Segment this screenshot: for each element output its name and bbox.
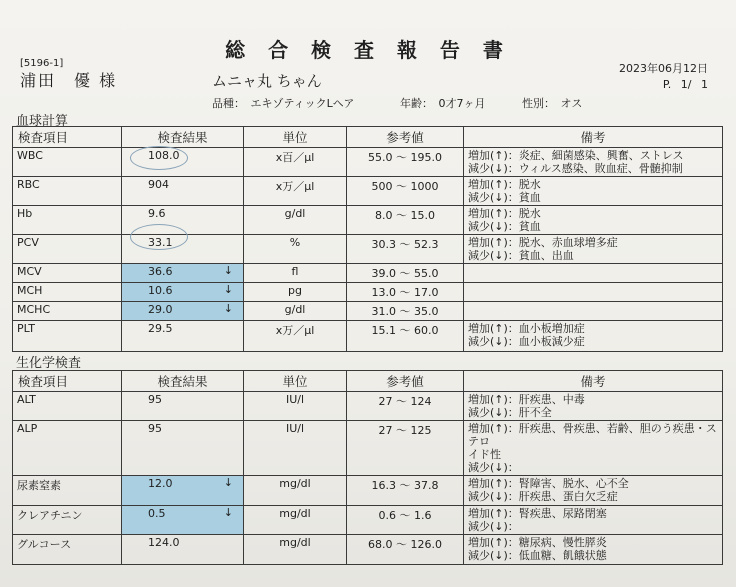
report-title: 総 合 検 査 報 告 書 [225,38,511,62]
note-line: 減少(↓)： [468,520,519,533]
header-unit: 単位 [244,371,347,392]
note-line: 増加(↑)：腎疾患、尿路閉塞 [468,507,607,520]
test-item: クレアチニン [13,506,122,535]
test-result [122,302,244,321]
note-line: 増加(↑)：肝疾患、骨疾患、若齢、胆のう疾患・ステロ [468,422,717,448]
note-line: 増加(↑)：炎症、細菌感染、興奮、ストレス [468,149,684,162]
test-notes [464,506,723,535]
result-value: 95 [148,393,162,406]
test-reference: 55.0 ～ 195.0 [347,148,464,177]
result-value: 29.5 [148,322,173,335]
low-arrow-icon: ↓ [223,283,233,296]
test-item: MCV [13,264,122,283]
note-line: 増加(↑)：糖尿病、慢性膵炎 [468,536,607,549]
test-result [122,264,244,283]
header-reference: 参考値 [347,127,464,148]
low-arrow-icon: ↓ [223,476,233,489]
test-reference: 30.3 ～ 52.3 [347,235,464,264]
result-value: 33.1 [148,236,173,249]
table-row [13,476,723,506]
header-notes: 備考 [464,371,723,392]
test-unit: g/dl [244,302,347,321]
test-unit: x万／μl [244,177,347,206]
chem-section-title: 生化学検査 [16,356,82,371]
test-item: MCHC [13,302,122,321]
test-unit: IU/l [244,392,347,421]
test-reference: 13.0 ～ 17.0 [347,283,464,302]
result-value: 29.0 [148,303,173,316]
cbc-header-row [13,127,723,148]
test-item: グルコース [13,535,122,565]
breed: 品種： エキゾティックLヘア [212,97,355,110]
note-line: 増加(↑)：血小板増加症 [468,322,585,335]
header-notes: 備考 [464,127,723,148]
result-value: 124.0 [148,536,180,549]
table-row [13,321,723,352]
test-notes [464,392,723,421]
pen-circle-pcv [130,224,188,250]
test-notes [464,206,723,235]
result-value: 36.6 [148,265,173,278]
test-result [122,476,244,506]
test-unit: mg/dl [244,535,347,565]
note-line: 減少(↓)：肝不全 [468,406,552,419]
result-value: 108.0 [148,149,180,162]
result-value: 0.5 [148,507,166,520]
test-unit: x万／μl [244,321,347,352]
result-value: 9.6 [148,207,166,220]
result-value: 10.6 [148,284,173,297]
test-unit: mg/dl [244,506,347,535]
test-notes [464,302,723,321]
low-arrow-icon: ↓ [223,302,233,315]
header-unit: 単位 [244,127,347,148]
note-line: 減少(↓)：貧血 [468,220,541,233]
table-row [13,302,723,321]
test-reference: 15.1 ～ 60.0 [347,321,464,352]
test-item: PCV [13,235,122,264]
table-row [13,421,723,476]
low-arrow-icon: ↓ [223,506,233,519]
test-unit: x百／μl [244,148,347,177]
test-reference: 31.0 ～ 35.0 [347,302,464,321]
test-notes [464,148,723,177]
test-unit: IU/l [244,421,347,476]
cbc-table [12,126,723,352]
test-notes [464,421,723,476]
header-result: 検査結果 [122,127,244,148]
pen-circle-wbc [130,146,188,170]
low-arrow-icon: ↓ [223,264,233,277]
test-result [122,392,244,421]
test-item: WBC [13,148,122,177]
test-item: Hb [13,206,122,235]
test-result [122,421,244,476]
result-value: 95 [148,422,162,435]
page-number: P. 1/ 1 [662,78,708,91]
test-item: ALT [13,392,122,421]
test-item: MCH [13,283,122,302]
test-notes [464,177,723,206]
test-result [122,506,244,535]
table-row [13,177,723,206]
note-line: イド性 [468,448,501,461]
test-unit: pg [244,283,347,302]
table-row [13,235,723,264]
test-reference: 68.0 ～ 126.0 [347,535,464,565]
test-notes [464,321,723,352]
note-line: 増加(↑)：脱水 [468,178,541,191]
note-line: 減少(↓)：貧血、出血 [468,249,574,262]
header-result: 検査結果 [122,371,244,392]
test-reference: 39.0 ～ 55.0 [347,264,464,283]
test-unit: % [244,235,347,264]
test-result [122,535,244,565]
note-line: 減少(↓)：貧血 [468,191,541,204]
test-notes [464,283,723,302]
test-notes [464,264,723,283]
test-item: RBC [13,177,122,206]
test-reference: 27 ～ 125 [347,421,464,476]
sex: 性別： オス [522,97,583,110]
owner-id: [5196-1] [20,58,64,69]
test-reference: 27 ～ 124 [347,392,464,421]
note-line: 増加(↑)：肝疾患、中毒 [468,393,585,406]
header-reference: 参考値 [347,371,464,392]
table-row [13,535,723,565]
test-reference: 16.3 ～ 37.8 [347,476,464,506]
test-result [122,283,244,302]
chem-table [12,370,723,565]
test-reference: 8.0 ～ 15.0 [347,206,464,235]
header-item: 検査項目 [13,127,122,148]
test-reference: 0.6 ～ 1.6 [347,506,464,535]
table-row [13,264,723,283]
table-row [13,506,723,535]
test-result [122,177,244,206]
chem-header-row [13,371,723,392]
test-notes [464,235,723,264]
table-row [13,283,723,302]
note-line: 減少(↓)： [468,461,519,474]
test-unit: fl [244,264,347,283]
note-line: 減少(↓)：ウィルス感染、敗血症、骨髄抑制 [468,162,683,175]
note-line: 増加(↑)：脱水、赤血球増多症 [468,236,618,249]
age: 年齢： 0才7ヶ月 [400,97,486,110]
header-item: 検査項目 [13,371,122,392]
result-value: 12.0 [148,477,173,490]
test-item: PLT [13,321,122,352]
test-item: 尿素窒素 [13,476,122,506]
pet-name: ムニャ丸 ちゃん [212,72,322,90]
test-result [122,321,244,352]
owner-name: 浦田 優 様 [20,71,118,90]
table-row [13,392,723,421]
note-line: 減少(↓)：肝疾患、蛋白欠乏症 [468,490,618,503]
report-date: 2023年06月12日 [619,62,708,75]
test-unit: g/dl [244,206,347,235]
note-line: 増加(↑)：脱水 [468,207,541,220]
cbc-section-title: 血球計算 [16,114,69,129]
test-item: ALP [13,421,122,476]
test-notes [464,476,723,506]
note-line: 減少(↓)：低血糖、飢餓状態 [468,549,607,562]
test-unit: mg/dl [244,476,347,506]
note-line: 減少(↓)：血小板減少症 [468,335,585,348]
result-value: 904 [148,178,169,191]
table-row [13,206,723,235]
table-row [13,148,723,177]
test-reference: 500 ～ 1000 [347,177,464,206]
note-line: 増加(↑)：腎障害、脱水、心不全 [468,477,629,490]
test-notes [464,535,723,565]
